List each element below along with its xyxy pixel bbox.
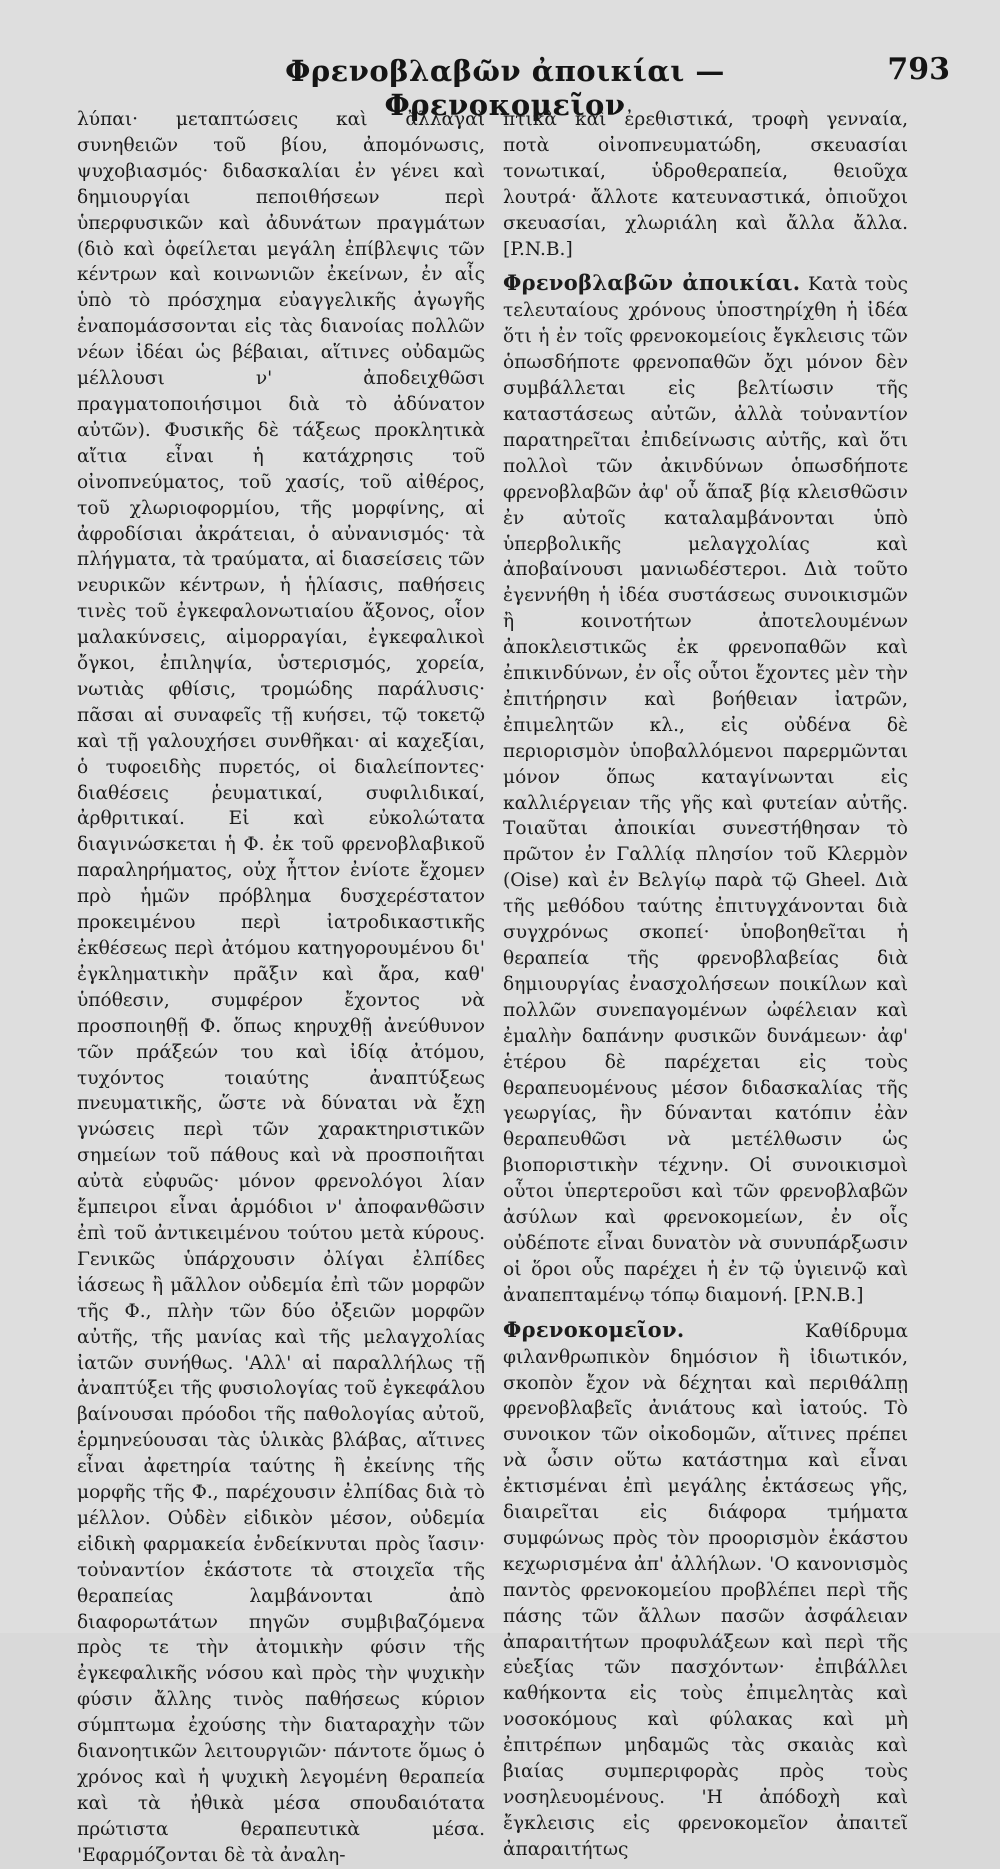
- continuation-text: πτικὰ καὶ ἐρεθιστικά, τροφὴ γενναία, ποτὰ οἰνοπνευματώδη, σκευασίαι τονωτικαί, ὑδροθεραπεία, θειοῦχα λουτρά· ἄλλοτε κατευναστικά, ὀπιοῦχοι σκευασίαι, χλωριάλη καὶ ἄλλα ἄλλα. [P.N.B.]: [503, 109, 908, 260]
- right-column: [503, 107, 908, 1860]
- paragraph-gap: [503, 1309, 908, 1317]
- running-head: Φρενοβλαβῶν ἀποικίαι — Φρενοκομεῖον: [285, 54, 725, 122]
- entry-text-asylum: Καθίδρυμα φιλανθρωπικὸν δημόσιον ἢ ἰδιωτικόν, σκοπὸν ἔχον νὰ δέχηται καὶ περιθάλπῃ φρενοβλαβεῖς ἀνιάτους καὶ ἰατούς. Τὸ συνοικον τῶν οἰκοδομῶν, αἵτινες πρέπει νὰ ὦσιν οὕτω κατάστημα καὶ εἶναι ἐκτισμέναι ἐπὶ μεγάλης ἐκτάσεως γῆς, διαιρεῖται εἰς διάφορα τμήματα συμφώνως πρὸς τὸν προορισμὸν ἑκάστου κεχωρισμένα ἀπ' ἀλλήλων. 'Ο κανονισμὸς παντὸς φρενοκομείου προβλέπει περὶ τῆς πάσης τῶν ἄλλων πασῶν ἀσφάλειαν ἀπαραιτήτων προφυλάξεων καὶ περὶ τῆς εὐεξίας τῶν πασχόντων· ἐπιβάλλει καθήκοντα εἰς τοὺς ἐπιμελητὰς καὶ νοσοκόμους καὶ φύλακας καὶ μὴ ἐπιτρέπων μηδαμῶς τὰς σκαιὰς καὶ βιαίας συμπεριφορὰς πρὸς τοὺς νοσηλευομένους. 'Η ἀπόδοχὴ καὶ ἔγκλεισις εἰς φρενοκομεῖον ἀπαιτεῖ ἀπαραιτήτως: [503, 1320, 908, 1860]
- page-number: 793: [887, 52, 950, 87]
- paragraph-gap: [503, 262, 908, 270]
- entry-asylum: [503, 1317, 908, 1863]
- entry-text-colonies: Κατὰ τοὺς τελευταίους χρόνους ὑποστηρίχθη ἡ ἰδέα ὅτι ἡ ἐν τοῖς φρενοκομείοις ἔγκλεισις τῶν ὁπωσδήποτε φρενοπαθῶν ὄχι μόνον δὲν συμβάλλεται εἰς βελτίωσιν τῆς καταστάσεως αὐτῶν, ἀλλὰ τοὐναντίον παρατηρεῖται ἐπιδείνωσις αὐτῆς, καὶ ὅτι πολλοὶ τῶν ἀκινδύνων ὁπωσδήποτε φρενοβλαβῶν ἀφ' οὗ ἅπαξ βίᾳ κλεισθῶσιν ἐν αὐτοῖς καταλαμβάνονται ὑπὸ ὑπερβολικῆς μελαγχολίας καὶ ἀποβαίνουσι μανιωδέστεροι. Διὰ τοῦτο ἐγεννήθη ἡ ἰδέα συστάσεως συνοικισμῶν ἢ κοινοτήτων ἀποτελουμένων ἀποκλειστικῶς ἐκ φρενοπαθῶν καὶ ἐπικινδύνων, ἐν οἷς οὗτοι ἔχοντες μὲν τὴν ἐπιτήρησιν καὶ βοήθειαν ἰατρῶν, ἐπιμελητῶν κλ., εἰς οὐδένα δὲ περιορισμὸν ὑποβαλλόμενοι παρερμῶνται μόνον ὅπως καταγίνωνται εἰς καλλιέργειαν τῆς γῆς καὶ φυτείαν αὐτῆς. Τοιαῦται ἀποικίαι συνεστήθησαν τὸ πρῶτον ἐν Γαλλίᾳ πλησίον τοῦ Κλερμὸν (Oise) καὶ ἐν Βελγίῳ παρὰ τῷ Gheel. Διὰ τῆς μεθόδου ταύτης ἐπιτυγχάνονται διὰ συγχρόνως σκοπεί· ὑποβοηθεῖται ἡ θεραπεία τῆς φρενοβλαβείας διὰ δημιουργίας ἐνασχολήσεων ποικίλων καὶ πολλῶν συνεπαγομένων ὠφέλειαν καὶ ἐμαλὴν δαπάνην φυσικῶν δυνάμεων· ἀφ' ἑτέρου δὲ παρέχεται εἰς τοὺς θεραπευομένους μέσον διδασκαλίας τῆς γεωργίας, ἣν δύνανται κατόπιν ἐὰν θεραπευθῶσι νὰ μετέλθωσιν ὡς βιοποριστικὴν τέχνην. Οἱ συνοικισμοὶ οὗτοι ὑπερτεροῦσι καὶ τῶν φρενοβλαβῶν ἀσύλων καὶ φρενοκομείων, ἐν οἷς οὐδέποτε εἶναι δυνατὸν νὰ συνυπάρξωσιν οἱ ὅροι οὗς παρέχει ἡ ἐν τῷ ὑγιεινῷ καὶ ἀναπεπταμένῳ τόπῳ διαμονή. [P.N.B.]: [503, 274, 908, 1306]
- left-column: [77, 107, 485, 1866]
- entry-heading-asylum: Φρενοκομεῖον.: [503, 1316, 685, 1342]
- entry-heading-colonies: Φρενοβλαβῶν ἀποικίαι.: [503, 270, 801, 296]
- page-header: [0, 48, 1000, 122]
- left-column-text: λύπαι· μεταπτώσεις καὶ ἄλλαγαὶ συνηθειῶν τοῦ βίου, ἀπομόνωσις, ψυχοβιασμός· διδασκαλίαι ἐν γένει καὶ δημιουργίαι πεποιθήσεων περὶ ὑπερφυσικῶν καὶ ἀδυνάτων πραγμάτων (διὸ καὶ ὀφείλεται μεγάλη ἐπίβλεψις τῶν κέντρων καὶ κοινωνιῶν ἐκείνων, ἐν αἷς ὑπὸ τὸ πρόσχημα εὐαγγελικῆς ἀγωγῆς ἐναπομάσσονται εἰς τὰς διανοίας πολλῶν νέων ἰδέαι ὡς βέβαιαι, αἵτινες οὐδαμῶς μέλλουσι ν' ἀποδειχθῶσι πραγματοποιήσιμοι διὰ τὸ ἀδύνατον αὐτῶν). Φυσικῆς δὲ τάξεως προκλητικὰ αἴτια εἶναι ἡ κατάχρησις τοῦ οἰνοπνεύματος, τοῦ χασίς, τοῦ αἰθέρος, τοῦ χλωριοφορμίου, τῆς μορφίνης, αἱ ἀφροδίσιαι ἀκράτειαι, ὁ αὐνανισμός· τὰ πλήγματα, τὰ τραύματα, αἱ διασείσεις τῶν νευρικῶν κέντρων, ἡ ἡλίασις, παθήσεις τινὲς τοῦ ἐγκεφαλονωτιαίου ἄξονος, οἷον μαλακύνσεις, αἱμορραγίαι, ἐγκεφαλικοὶ ὄγκοι, ἐπιληψία, ὑστερισμός, χορεία, νωτιὰς φθίσις, τρομώδης παράλυσις· πᾶσαι αἱ συναφεῖς τῇ κυήσει, τῷ τοκετῷ καὶ τῇ γαλουχήσει συνθῆκαι· αἱ καχεξίαι, ὁ τυφοειδὴς πυρετός, οἱ διαλείποντες· διαθέσεις ῥευματικαί, συφιλιδικαί, ἀρθριτικαί. Εἰ καὶ εὐκολώτατα διαγινώσκεται ἡ Φ. ἐκ τοῦ φρενοβλαβικοῦ παραληρήματος, οὐχ ἧττον ἐνίοτε ἔχομεν πρὸ ἡμῶν πρόβλημα δυσχερέστατον προκειμένου περὶ ἰατροδικαστικῆς ἐκθέσεως περὶ ἀτόμου κατηγορουμένου δι' ἐγκληματικὴν πρᾶξιν καὶ ἄρα, καθ' ὑπόθεσιν, συμφέρον ἔχοντος νὰ προσποιηθῇ Φ. ὅπως κηρυχθῇ ἀνεύθυνον τῶν πράξεών του καὶ ἰδίᾳ ἀτόμου, τυχόντος τοιαύτης ἀναπτύξεως πνευματικῆς, ὥστε νὰ δύναται νὰ ἔχῃ γνώσεις περὶ τῶν χαρακτηριστικῶν σημείων τοῦ πάθους καὶ νὰ προσποιῆται αὐτὰ εὐφυῶς· μόνον φρενολόγοι λίαν ἔμπειροι εἶναι ἁρμόδιοι ν' ἀποφανθῶσιν ἐπὶ τοῦ ἀντικειμένου τούτου μετὰ κύρους. Γενικῶς ὑπάρχουσιν ὀλίγαι ἐλπίδες ἰάσεως ἢ μᾶλλον οὐδεμία ἐπὶ τῶν μορφῶν τῆς Φ., πλὴν τῶν δύο ὀξειῶν μορφῶν αὐτῆς, τῆς μανίας καὶ τῆς μελαγχολίας ἰατῶν συνήθως. 'Αλλ' αἱ παραλλήλως τῇ ἀναπτύξει τῆς φυσιολογίας τοῦ ἐγκεφάλου βαίνουσαι πρόοδοι τῆς παθολογίας αὐτοῦ, ἑρμηνεύουσαι τὰς ὑλικὰς βλάβας, αἵτινες εἶναι ἀφετηρία ταύτης ἢ ἐκείνης τῆς μορφῆς τῆς Φ., παρέχουσιν ἐλπίδας διὰ τὸ μέλλον. Οὐδὲν εἰδικὸν μέσον, οὐδεμία εἰδικὴ φαρμακεία ἐνδείκνυται πρὸς ἴασιν· τοὐναντίον ἑκάστοτε τὰ στοιχεῖα τῆς θεραπείας λαμβάνονται ἀπὸ διαφορωτάτων πηγῶν συμβιβαζόμενα πρὸς τε τὴν ἀτομικὴν φύσιν τῆς ἐγκεφαλικῆς νόσου καὶ πρὸς τὴν ψυχικὴν φύσιν ἄλλης τινὸς παθήσεως κύριον σύμπτωμα ἐχούσης τὴν διαταραχὴν τῶν διανοητικῶν λειτουργιῶν· πάντοτε ὅμως ὁ χρόνος καὶ ἡ ψυχικὴ λεγομένη θεραπεία καὶ τὰ ἠθικὰ μέσα σπουδαιότατα πρώτιστα θεραπευτικὰ μέσα. 'Εφαρμόζονται δὲ τὰ ἀναλη-: [77, 109, 485, 1866]
- entry-colonies: [503, 270, 908, 1308]
- column-divider: [493, 110, 494, 1600]
